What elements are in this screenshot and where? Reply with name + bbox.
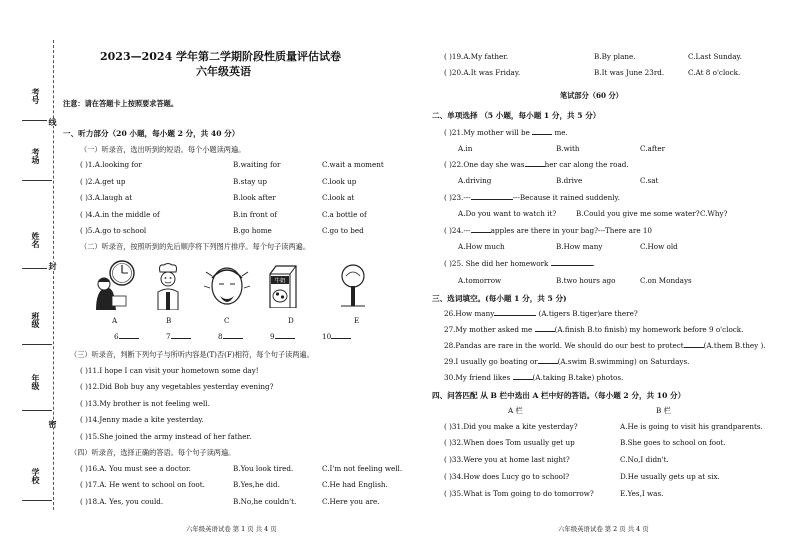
q21-a: A.in xyxy=(458,144,473,153)
q30-pre: 30.My friend likes xyxy=(444,373,511,382)
seal-line xyxy=(53,40,54,510)
q22-blank[interactable] xyxy=(525,160,545,167)
q4-c: C.a bottle of xyxy=(322,210,367,219)
q4-b: B.in front of xyxy=(233,210,277,219)
q22-text: ( )22.One day she was xyxy=(444,160,525,169)
q30-blank[interactable] xyxy=(513,373,533,380)
q30 xyxy=(444,373,623,382)
q26-pre: 26.How many xyxy=(444,309,495,318)
q11: ( )11.I hope I can visit your hometown some day! xyxy=(80,366,259,375)
q3-b: B.look after xyxy=(233,193,276,202)
q35: ( )35.What is Tom going to do tomorrow? xyxy=(444,489,594,498)
q29-pre: 29.I usually go boating or xyxy=(444,357,538,366)
q5-b: B.go home xyxy=(233,226,272,235)
notice-text: 注意：请在答题卡上按照要求答题。 xyxy=(63,99,179,108)
order-7-num: 7 xyxy=(166,332,171,341)
s3-heading: （三）听录音，判断下列句子与所听内容是(T)否(F)相符，每个句子读两遍。 xyxy=(70,350,314,359)
q20-num: ( )20.A.It was Friday. xyxy=(444,68,521,77)
school-label: 学校 xyxy=(31,468,40,484)
picture-b-chef xyxy=(150,262,186,310)
grade-line xyxy=(22,410,52,411)
q27-blank[interactable] xyxy=(535,325,555,332)
pic-label-b: B xyxy=(166,316,172,325)
q28-post: (A.them B.they ). xyxy=(703,341,766,350)
q22 xyxy=(444,160,629,169)
q23-b: B.Could you give me some water? xyxy=(576,209,700,218)
q26-post: (A.tigers B.tiger)are there? xyxy=(538,309,638,318)
pic-label-e: E xyxy=(354,316,360,325)
picture-d-milk-box xyxy=(266,264,300,308)
order-6-num: 6 xyxy=(114,332,119,341)
q23-c: C.Why? xyxy=(700,209,728,218)
q12: ( )12.Did Bob buy any vegetables yesterday evening? xyxy=(80,382,274,391)
order-9-blank[interactable] xyxy=(275,332,295,339)
q27 xyxy=(444,325,743,334)
order-10 xyxy=(322,332,351,341)
q18-num: ( )18.A. Yes, you could. xyxy=(80,497,164,506)
exam-room-line xyxy=(22,180,52,181)
grade-label: 年级 xyxy=(31,374,40,390)
q22-c: C.sat xyxy=(640,176,659,185)
q14: ( )14.Jenny made a kite yesterday. xyxy=(80,415,204,424)
q30-post: (A.taking B.take) photos. xyxy=(532,373,624,382)
q20-c: C.At 8 o'clock. xyxy=(688,68,741,77)
order-6-blank[interactable] xyxy=(119,332,139,339)
name-label: 姓名 xyxy=(31,232,40,248)
order-7-blank[interactable] xyxy=(171,332,191,339)
picture-a-clock-girl xyxy=(86,258,138,310)
q25-c: C.on Mondays xyxy=(640,276,692,285)
q29-post: (A.swim B.swimming) on Saturdays. xyxy=(557,357,690,366)
q23-text: ( )23.--- xyxy=(444,193,471,202)
q33: ( )33.Were you at home last night? xyxy=(444,455,570,464)
q24-text: ( )24.--- xyxy=(444,226,471,235)
part1-heading: 一、听力部分（20 小题，每小题 2 分，共 40 分） xyxy=(63,129,240,138)
q34: ( )34.How does Lucy go to school? xyxy=(444,472,570,481)
q13: ( )13.My brother is not feeling well. xyxy=(80,399,210,408)
order-10-blank[interactable] xyxy=(331,332,351,339)
q25-end: . xyxy=(592,259,595,268)
q1-c: C.wait a moment xyxy=(322,160,384,169)
q23-a: A.Do you want to watch it? xyxy=(458,209,557,218)
order-8 xyxy=(218,332,243,341)
page2-footer: 六年级英语试卷 第 2 页 共 4 页 xyxy=(558,525,649,533)
q31: ( )31.Did you make a kite yesterday? xyxy=(444,422,578,431)
q21 xyxy=(444,128,568,137)
seal-char-mi: 密 xyxy=(48,420,57,428)
seal-char-xian: 线 xyxy=(48,118,57,126)
q26-blank[interactable] xyxy=(494,309,536,316)
pic-label-c: C xyxy=(224,316,230,325)
q17-c: C.He had English. xyxy=(322,480,388,489)
picture-c-sick-man xyxy=(202,262,252,310)
q19-b: B.By plane. xyxy=(594,52,636,61)
milk-label-text: 牛奶 xyxy=(274,278,286,285)
pic-label-d: D xyxy=(288,316,294,325)
q22-end: her car along the road. xyxy=(544,160,629,169)
order-8-blank[interactable] xyxy=(223,332,243,339)
q29 xyxy=(444,357,689,366)
q26 xyxy=(444,309,638,318)
q1-b: B.waiting for xyxy=(233,160,281,169)
q25-a: A.tomorrow xyxy=(458,276,502,285)
q21-end: me. xyxy=(554,128,568,137)
q24-b: B.How many xyxy=(556,242,603,251)
school-line xyxy=(22,500,52,501)
q18-c: C.Here you are. xyxy=(322,497,380,506)
q2-c: C.look up xyxy=(322,177,357,186)
q20-b: B.It was June 23rd. xyxy=(594,68,665,77)
q4-num: ( )4.A.in the middle of xyxy=(80,210,160,219)
q28 xyxy=(444,341,766,350)
exam-room-label: 考场 xyxy=(31,148,40,164)
s1-heading: （一）听录音，选出听到的短语。每个小题读两遍。 xyxy=(80,145,246,154)
q28-blank[interactable] xyxy=(684,341,704,348)
match-a: A.He is going to visit his grandparents. xyxy=(620,422,763,431)
order-9 xyxy=(270,332,295,341)
class-label: 班级 xyxy=(31,312,40,328)
order-7 xyxy=(166,332,191,341)
q23-end: ---Because it rained suddenly. xyxy=(512,193,620,202)
q25-blank[interactable] xyxy=(551,259,593,266)
page-subtitle: 六年级英语 xyxy=(196,65,251,78)
q5-num: ( )5.A.go to school xyxy=(80,226,147,235)
q3-num: ( )3.A.laugh at xyxy=(80,193,133,202)
match-c: C.No,I didn't. xyxy=(620,455,669,464)
q21-b: B.with xyxy=(556,144,580,153)
q29-blank[interactable] xyxy=(538,357,558,364)
q25-b: B.two hours ago xyxy=(556,276,616,285)
match-e: E.Yes,I was. xyxy=(620,489,664,498)
q22-a: A.driving xyxy=(458,176,492,185)
exam-no-label: 考号 xyxy=(31,88,40,104)
seal-char-feng: 封 xyxy=(48,262,57,270)
q25-text: ( )25. She did her homework xyxy=(444,259,549,268)
part3-heading: 三、选词填空。(每小题 1 分，共 5 分) xyxy=(432,294,567,303)
q23-blank[interactable] xyxy=(471,193,513,200)
q24-c: C.How old xyxy=(640,242,678,251)
order-10-num: 10 xyxy=(322,332,332,341)
picture-e-tree xyxy=(338,262,368,310)
order-6 xyxy=(114,332,139,341)
q24-end: apples are there in your bag?---There are 10 xyxy=(490,226,653,235)
q24-a: A.How much xyxy=(458,242,505,251)
written-heading: 笔试部分（60 分） xyxy=(560,91,623,100)
order-9-num: 9 xyxy=(270,332,275,341)
part4-heading: 四、问答匹配 从 B 栏中选出 A 栏中好的答语。（每小题 2 分，共 10 分） xyxy=(432,391,686,400)
q21-blank[interactable] xyxy=(532,128,552,135)
q15: ( )15.She joined the army instead of her father. xyxy=(80,432,252,441)
q2-num: ( )2.A.get up xyxy=(80,177,126,186)
q19-c: C.Last Sunday. xyxy=(688,52,742,61)
q2-b: B.stay up xyxy=(233,177,268,186)
s4-heading: （四）听录音，选择正确的答语。每个句子读两遍。 xyxy=(70,448,236,457)
q1-num: ( )1.A.looking for xyxy=(80,160,142,169)
q24 xyxy=(444,226,652,235)
q21-text: ( )21.My mother will be xyxy=(444,128,530,137)
col-a-header: A 栏 xyxy=(508,406,523,415)
order-8-num: 8 xyxy=(218,332,223,341)
q28-pre: 28.Pandas are rare in the world. We should do our best to protect xyxy=(444,341,684,350)
col-b-header: B 栏 xyxy=(656,406,671,415)
pic-label-a: A xyxy=(112,316,118,325)
q25 xyxy=(444,259,595,268)
q17-b: B.Yes,he did. xyxy=(233,480,280,489)
page-title: 2023—2024 学年第二学期阶段性质量评估试卷 xyxy=(100,50,342,63)
s2-heading: （二）听录音，按照听到的先后顺序将下列图片排序。每个句子读两遍。 xyxy=(80,242,311,251)
q22-b: B.drive xyxy=(556,176,583,185)
q24-blank[interactable] xyxy=(471,226,491,233)
q16-b: B.You look tired. xyxy=(233,464,294,473)
q27-pre: 27.My mother asked me xyxy=(444,325,533,334)
q21-c: C.after xyxy=(640,144,666,153)
q16-c: C.I'm not feeling well. xyxy=(322,464,403,473)
q5-c: C.go to bed xyxy=(322,226,364,235)
q27-post: (A.finish B.to finish) my homework before 9 o'clock. xyxy=(554,325,744,334)
page1-footer: 六年级英语试卷 第 1 页 共 4 页 xyxy=(186,525,277,533)
q18-b: B.No,he couldn't. xyxy=(233,497,297,506)
q3-c: C.look at xyxy=(322,193,355,202)
q17-num: ( )17.A. He went to school on foot. xyxy=(80,480,205,489)
match-b: B.She goes to school on foot. xyxy=(620,438,726,447)
q23 xyxy=(444,193,620,202)
q19-num: ( )19.A.My father. xyxy=(444,52,509,61)
match-d: D.He usually gets up at six. xyxy=(620,472,720,481)
class-line xyxy=(22,344,52,345)
q32: ( )32.When does Tom usually get up xyxy=(444,438,575,447)
part2-heading: 二、单项选择 （5 小题，每小题 1 分，共 5 分） xyxy=(432,111,601,120)
q16-num: ( )16.A. You must see a doctor. xyxy=(80,464,191,473)
